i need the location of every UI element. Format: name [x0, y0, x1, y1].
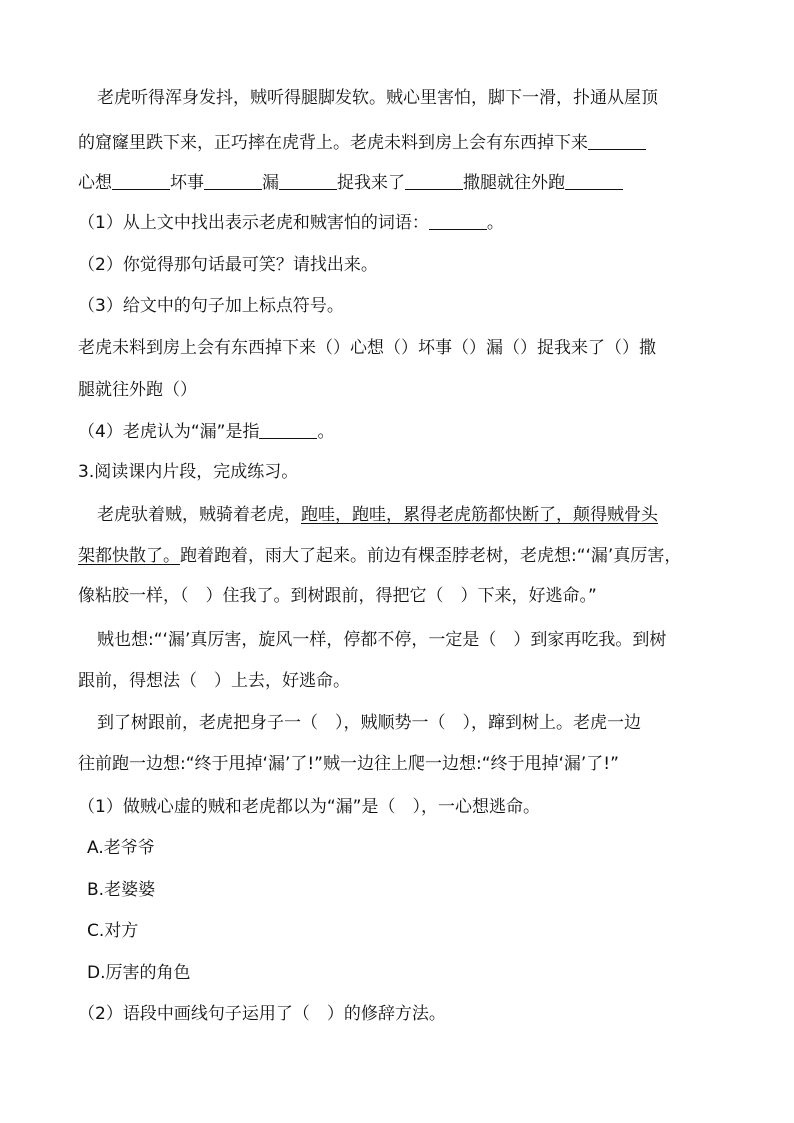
- question-3-sentence-line2: 腿就往外跑（）: [78, 380, 197, 400]
- option-b[interactable]: B.老婆婆: [87, 880, 156, 900]
- fill-blank[interactable]: [405, 188, 463, 190]
- question-text: 语段中画线句子运用了（ ）的修辞方法。: [122, 1004, 446, 1024]
- passage2-p1-line2: [78, 546, 718, 566]
- passage1-line2-text: 的窟窿里跌下来，正巧摔在虎背上。老虎未料到房上会有东西掉下来: [78, 133, 588, 153]
- question-number: （1）: [78, 213, 123, 233]
- passage1-word: 漏: [262, 173, 279, 193]
- question-3-sentence-line1: 老虎未料到房上会有东西掉下来（）心想（）坏事（）漏（）捉我来了（）撒: [78, 338, 656, 358]
- fill-blank[interactable]: [429, 228, 487, 230]
- question-end: 。: [486, 213, 504, 233]
- underlined-sentence: 架都快散了。: [78, 546, 180, 566]
- question-text: 从上文中找出表示老虎和贼害怕的词语：: [122, 213, 429, 233]
- passage1-word: 撒腿就往外跑: [463, 173, 565, 193]
- question-number: （3）: [78, 296, 123, 316]
- passage1-word: 捉我来了: [337, 173, 405, 193]
- passage1-line2: [78, 133, 718, 153]
- passage2-text: 跑着跑着，雨大了起来。前边有棵歪脖老树，老虎想:“‘漏’真厉害，: [180, 546, 682, 566]
- question-4: [78, 422, 718, 442]
- option-c[interactable]: C.对方: [87, 921, 139, 941]
- question-number: （2）: [78, 1004, 123, 1024]
- question-text: 你觉得那句话最可笑？请找出来。: [122, 255, 378, 275]
- question-text: 给文中的句子加上标点符号。: [122, 296, 344, 316]
- option-a[interactable]: A.老爷爷: [87, 838, 155, 858]
- question-3: [78, 296, 718, 316]
- passage2-p2-line1: 贼也想:“‘漏’真厉害，旋风一样，停都不停，一定是（ ）到家再吃我。到树: [97, 630, 667, 650]
- section-3-question-1: [78, 797, 718, 817]
- fill-blank[interactable]: [279, 188, 337, 190]
- fill-blank[interactable]: [588, 148, 646, 150]
- question-2: [78, 255, 718, 275]
- question-number: （1）: [78, 797, 123, 817]
- underlined-sentence: 跑哇，跑哇，累得老虎筋都快断了，颠得贼骨头: [301, 505, 658, 525]
- passage2-text: 老虎驮着贼，贼骑着老虎，: [97, 505, 301, 525]
- question-1: [78, 213, 718, 233]
- passage1-word: 心想: [78, 173, 112, 193]
- section-3-question-2: [78, 1004, 718, 1024]
- fill-blank[interactable]: [112, 188, 170, 190]
- fill-blank[interactable]: [259, 437, 317, 439]
- question-number: （2）: [78, 255, 123, 275]
- question-text: 做贼心虚的贼和老虎都以为“漏”是（ ），一心想逃命。: [122, 797, 540, 817]
- passage2-p3-line2: 往前跑一边想:“终于甩掉‘漏’了!”贼一边往上爬一边想:“终于甩掉‘漏’了!”: [78, 754, 619, 774]
- fill-blank[interactable]: [565, 188, 623, 190]
- passage2-p1-line1: [97, 505, 718, 525]
- passage2-p3-line1: 到了树跟前，老虎把身子一（ ），贼顺势一（ ），蹿到树上。老虎一边: [97, 713, 641, 733]
- question-text: 老虎认为“漏”是指: [122, 422, 260, 442]
- question-end: 。: [317, 422, 335, 442]
- passage1-line1: 老虎听得浑身发抖，贼听得腿脚发软。贼心里害怕，脚下一滑，扑通从屋顶: [97, 88, 658, 108]
- section-3-title: 3.阅读课内片段，完成练习。: [78, 462, 299, 482]
- passage1-word: 坏事: [170, 173, 204, 193]
- question-number: （4）: [78, 422, 123, 442]
- passage2-p2-line2: 跟前，得想法（ ）上去，好逃命。: [78, 671, 350, 691]
- passage2-p1-line3: 像粘胶一样，（ ）住我了。到树跟前，得把它（ ）下来，好逃命。”: [78, 586, 597, 606]
- option-d[interactable]: D.厉害的角色: [87, 963, 191, 983]
- passage1-line3: [78, 173, 718, 193]
- fill-blank[interactable]: [204, 188, 262, 190]
